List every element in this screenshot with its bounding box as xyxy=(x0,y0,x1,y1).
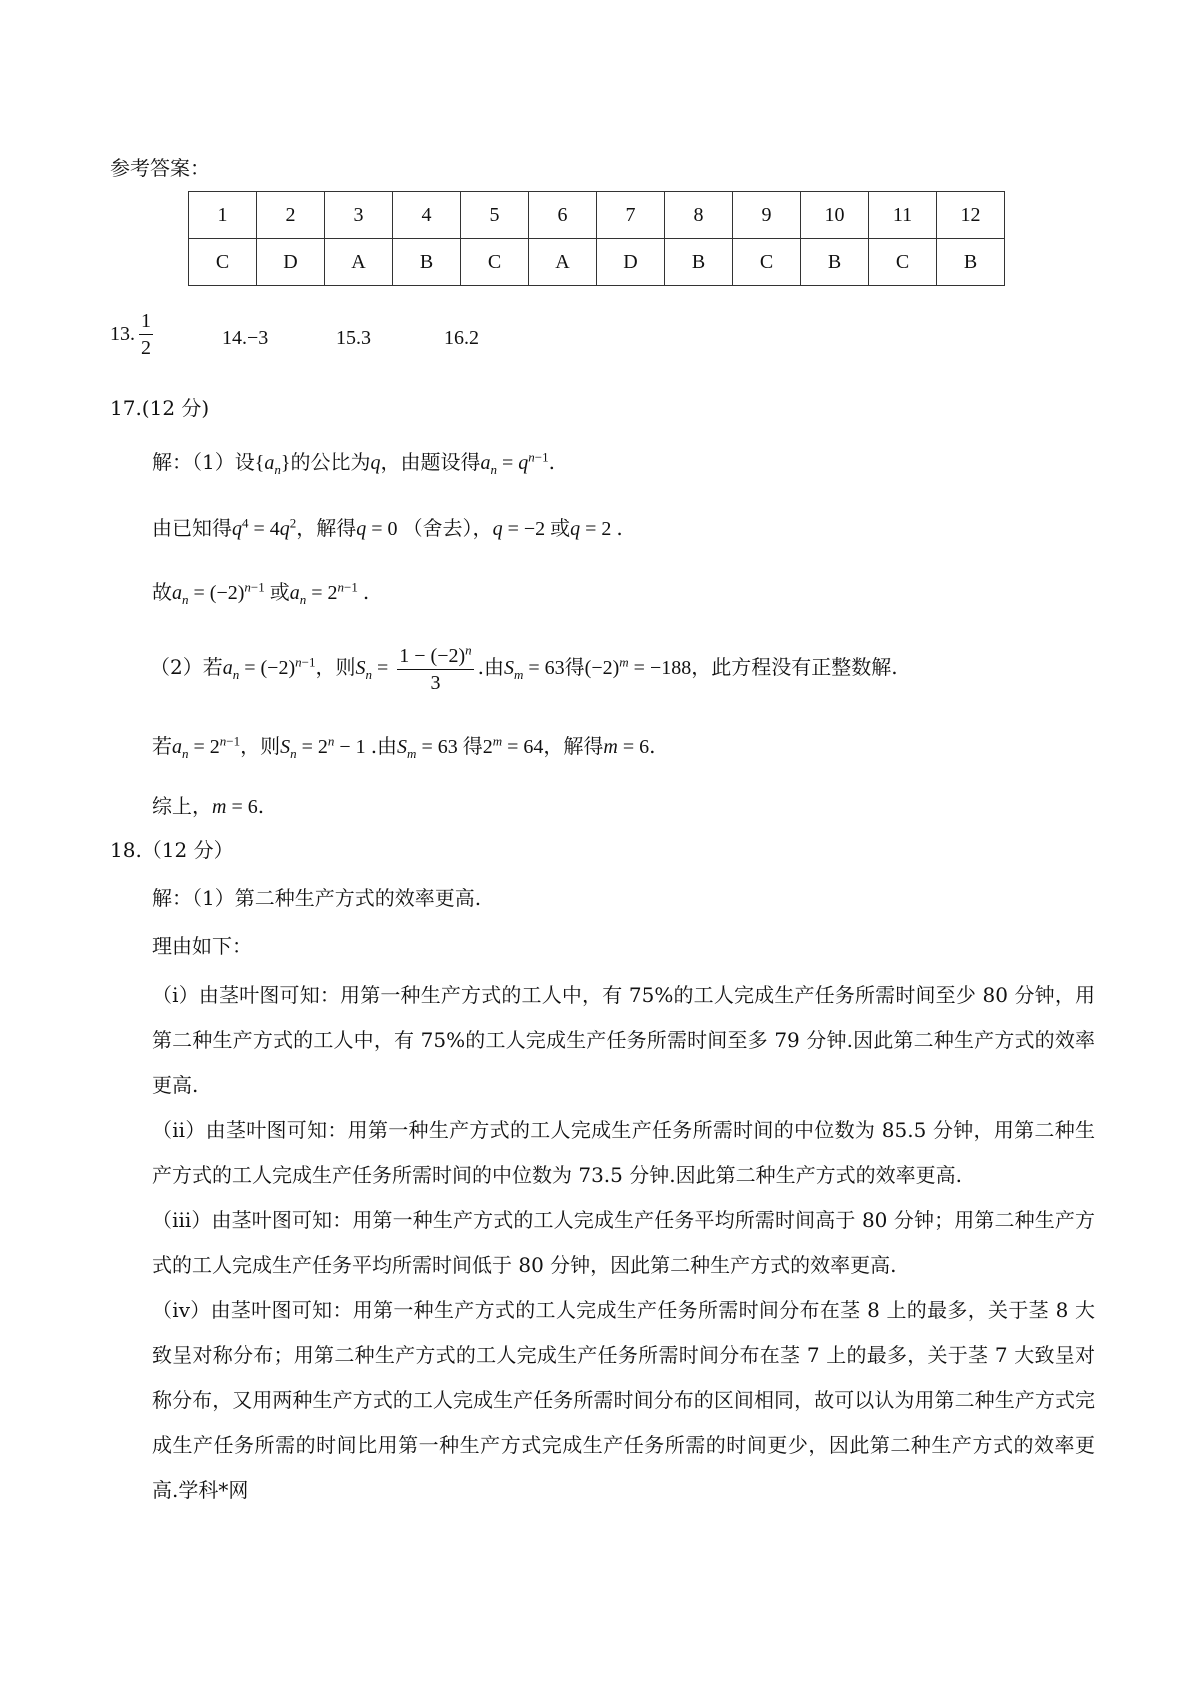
answer-15 xyxy=(336,326,371,350)
solution-text: 或 xyxy=(269,580,290,604)
answer-cell: C xyxy=(733,239,801,286)
math-formula: $S_m = 63$ xyxy=(504,657,565,683)
solution-text: 的公比为 xyxy=(290,450,371,474)
math-formula: m = 6 xyxy=(212,796,258,818)
solution-text: . xyxy=(362,580,370,604)
problem-17-step-5 xyxy=(152,734,655,759)
solution-text: ，则 xyxy=(240,734,281,758)
math-formula: q = 0 xyxy=(356,518,403,540)
question-number-cell: 10 xyxy=(801,192,869,239)
question-number-cell: 12 xyxy=(937,192,1005,239)
question-label: 13. xyxy=(110,323,135,345)
math-formula: $\{a_n\}$ xyxy=(254,452,291,477)
math-formula: m = 6 xyxy=(603,736,650,758)
question-number-cell: 4 xyxy=(393,192,461,239)
question-label: 16. xyxy=(444,327,469,349)
math-formula: $a_n = (-2)^{n-1}$ xyxy=(172,579,265,607)
reason-iii-paragraph: （iii）由茎叶图可知：用第一种生产方式的工人完成生产任务平均所需时间高于 80 分钟；用第二种生产方式的工人完成生产任务平均所需时间低于 80 分钟，因此第二种生产方式的效率更高. xyxy=(152,1208,1095,1277)
answer-value: 2 xyxy=(469,327,479,349)
answer-cell: C xyxy=(189,239,257,286)
math-formula: $S_n$ = $\frac{1 - (-2)^n}{3}$ xyxy=(355,642,472,694)
answer-cell: B xyxy=(801,239,869,286)
solution-text: （舍去）， xyxy=(402,516,493,540)
math-formula: $(-2)^m = -188$ xyxy=(584,654,692,680)
math-formula: q xyxy=(370,452,381,474)
question-number-cell: 6 xyxy=(529,192,597,239)
solution-text: ，由题设得 xyxy=(380,450,481,474)
math-formula: $a_n = 2^{n-1}$ xyxy=(172,733,241,761)
answer-cell: B xyxy=(665,239,733,286)
answer-row xyxy=(189,239,1005,286)
reason-ii-paragraph: （ii）由茎叶图可知：用第一种生产方式的工人完成生产任务所需时间的中位数为 85.5 分钟，用第二种生产方式的工人完成生产任务所需时间的中位数为 73.5 分钟.因此第二种生产方式的效率更高. xyxy=(152,1118,1095,1187)
reason-iv-paragraph: （iv）由茎叶图可知：用第一种生产方式的工人完成生产任务所需时间分布在茎 8 上的最多，关于茎 8 大致呈对称分布；用第二种生产方式的工人完成生产任务所需时间分布在茎 7 上的最多，关于茎 7 大致呈对称分布，又用两种生产方式的工人完成生产任务所需时间分布的区间相同，故可以认为用第二种生产方式完成生产任务所需的时间比用第一种生产方式完成生产任务所需的时间更少，因此第二种生产方式的效率更高.学科*网 xyxy=(152,1298,1095,1502)
math-formula: $S_n = 2^n - 1$ xyxy=(280,733,371,761)
question-number-cell: 9 xyxy=(733,192,801,239)
solution-text: . xyxy=(616,516,623,540)
problem-17-header: 17.(12 分) xyxy=(110,396,210,420)
question-label: 14. xyxy=(222,327,247,349)
fraction-numerator: 1 − (−2) xyxy=(399,645,466,667)
math-formula: $a_n = 2^{n-1}$ xyxy=(289,579,358,607)
solution-text: 若 xyxy=(152,734,172,758)
answer-cell: C xyxy=(869,239,937,286)
question-number-cell: 11 xyxy=(869,192,937,239)
answer-cell: D xyxy=(257,239,325,286)
answer-14 xyxy=(222,326,268,350)
question-number-cell: 5 xyxy=(461,192,529,239)
solution-text: 故 xyxy=(152,580,172,604)
problem-17-conclusion xyxy=(152,794,264,819)
question-label: 15. xyxy=(336,327,361,349)
math-formula: $a_n = q^{n-1}$ xyxy=(480,449,549,477)
problem-18-header: 18.（12 分） xyxy=(110,838,234,862)
answer-cell: A xyxy=(529,239,597,286)
math-formula: $a_n = (-2)^{n-1}$ xyxy=(222,654,316,683)
solution-text: 或 xyxy=(550,516,571,540)
question-number-row xyxy=(189,192,1005,239)
solution-text: 综上， xyxy=(152,794,212,818)
answer-cell: B xyxy=(393,239,461,286)
fraction xyxy=(139,310,153,359)
fraction-numerator: 1 xyxy=(139,310,153,335)
solution-text: 解：（1）设 xyxy=(152,450,255,474)
math-formula: $2^m = 64$ xyxy=(482,733,544,758)
question-number-cell: 1 xyxy=(189,192,257,239)
section-heading: 参考答案： xyxy=(110,156,210,180)
solution-text: ，解得 xyxy=(543,734,604,758)
problem-18-answer-line: 解：（1）第二种生产方式的效率更高. xyxy=(152,886,482,910)
answer-value: −3 xyxy=(247,327,269,349)
problem-17-step-2 xyxy=(152,516,623,541)
solution-text: ，解得 xyxy=(296,516,357,540)
solution-text: ，此方程没有正整数解. xyxy=(691,655,898,680)
answer-cell: D xyxy=(597,239,665,286)
question-number-cell: 7 xyxy=(597,192,665,239)
answer-cell: C xyxy=(461,239,529,286)
answer-table xyxy=(188,191,1005,286)
answer-13 xyxy=(110,310,157,359)
problem-17-step-1 xyxy=(152,450,555,475)
solution-text: . xyxy=(548,450,555,474)
question-number-cell: 3 xyxy=(325,192,393,239)
answer-value: 3 xyxy=(361,327,371,349)
answer-16 xyxy=(444,326,479,350)
math-formula: q = −2 xyxy=(492,518,551,540)
question-number-cell: 2 xyxy=(257,192,325,239)
solution-text: .由 xyxy=(477,655,504,680)
solution-text: 得 xyxy=(564,655,585,680)
problem-17-step-3 xyxy=(152,580,369,605)
solution-text: . xyxy=(649,734,656,758)
math-formula: $q^4 = 4q^2$ xyxy=(232,515,297,540)
solution-text: ，则 xyxy=(315,655,356,680)
solution-text: .由 xyxy=(370,734,398,758)
reason-i-paragraph: （i）由茎叶图可知：用第一种生产方式的工人中，有 75%的工人完成生产任务所需时间至少 80 分钟，用第二种生产方式的工人中，有 75%的工人完成生产任务所需时间至多 79 分钟.因此第二种生产方式的效率更高. xyxy=(152,983,1095,1097)
question-number-cell: 8 xyxy=(665,192,733,239)
math-formula: $S_m = 63$ xyxy=(397,736,463,761)
fraction-denominator: 2 xyxy=(141,337,151,359)
problem-17-step-4 xyxy=(150,642,898,694)
solution-text: 由已知得 xyxy=(152,516,232,540)
solution-text: . xyxy=(257,794,265,818)
answer-cell: A xyxy=(325,239,393,286)
problem-18-reason-intro: 理由如下： xyxy=(152,934,252,958)
math-formula: q = 2 xyxy=(570,518,617,540)
solution-text: （2）若 xyxy=(150,655,223,680)
solution-text: 得 xyxy=(462,734,483,758)
answer-cell: B xyxy=(937,239,1005,286)
